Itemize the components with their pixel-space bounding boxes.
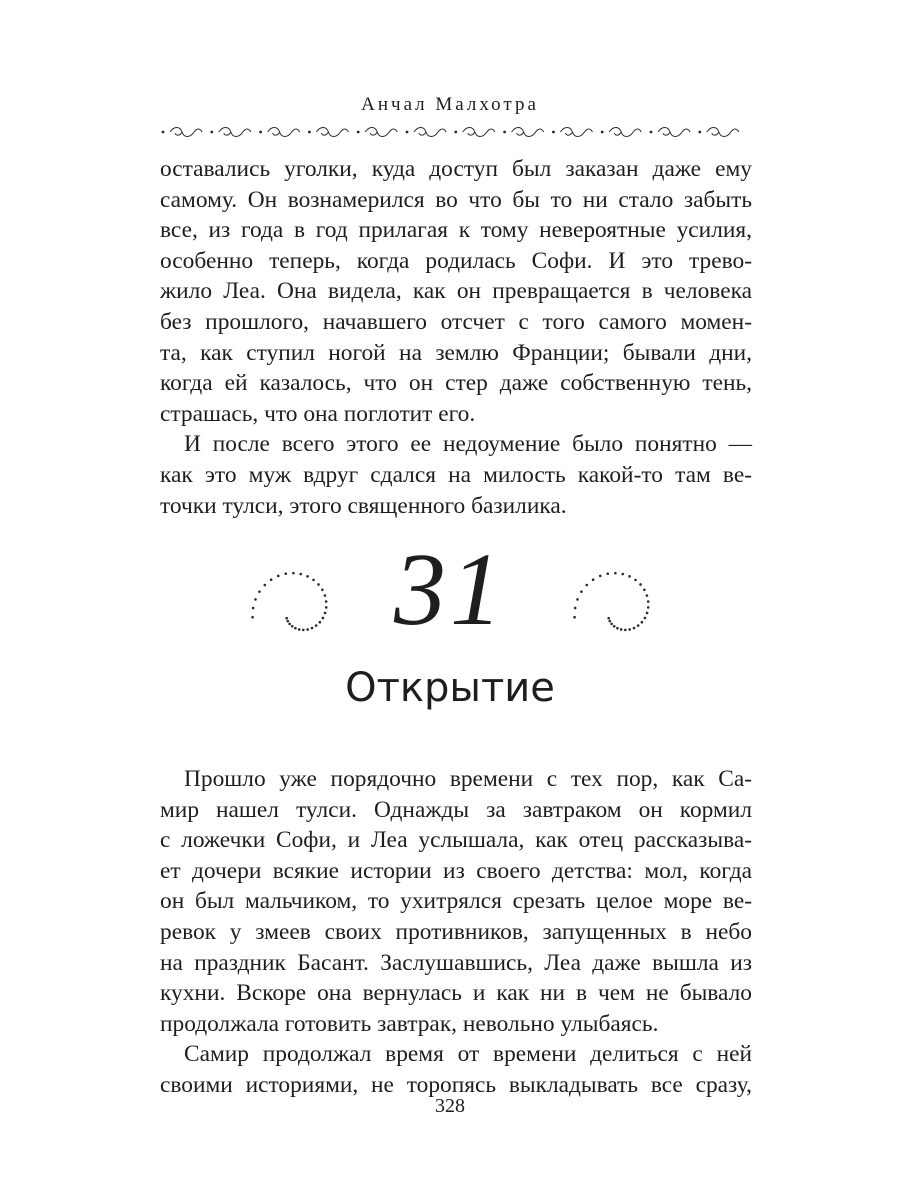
text-line: все, из года в год прилагая к тому невероятные усилия, [160, 217, 752, 244]
text-line: мир нашел тулси. Однажды за завтраком он кормил [160, 796, 752, 823]
text-line: ет дочери всякие истории из своего детства: мол, когда [160, 857, 752, 884]
text-line: точки тулси, этого священного базилика. [160, 492, 567, 519]
text-line: И после всего этого ее недоумение было понятно — [184, 431, 752, 458]
text-line: на праздник Басант. Заслушавшись, Леа даже вышла из [160, 949, 752, 976]
text-line: самому. Он вознамерился во что бы то ни стало забыть [160, 186, 752, 213]
text-line: Самир продолжал время от времени делиться с ней [184, 1041, 752, 1068]
text-line: с ложечки Софи, и Леа услышала, как отец рассказыва- [160, 827, 752, 854]
ornament-rule [160, 124, 746, 140]
chapter-number: 31 [394, 532, 506, 647]
text-line: своими историями, не торопясь выкладывать все сразу, [160, 1071, 752, 1098]
text-line: продолжала готовить завтрак, невольно улыбаясь. [160, 1010, 659, 1037]
text-line: ревок у змеев своих противников, запущенных в небо [160, 918, 752, 945]
text-line: когда ей казалось, что он стер даже собственную тень, [160, 370, 752, 397]
text-line: жило Леа. Она видела, как он превращается в человека [160, 278, 752, 305]
body-text-top [160, 154, 752, 521]
text-line: особенно теперь, когда родилась Софи. И это трево- [160, 247, 752, 274]
running-head-author: Анчал Малхотра [361, 94, 539, 115]
right-swirl-ornament [560, 548, 670, 658]
text-line: Прошло уже порядочно времени с тех пор, как Са- [184, 766, 752, 792]
body-text-bottom [160, 764, 752, 1101]
text-line: он был мальчиком, то ухитрялся срезать целое море ве- [160, 888, 752, 915]
chapter-title: Открытие [345, 665, 555, 711]
text-line: оставались уголки, куда доступ был заказан даже ему [160, 156, 752, 182]
text-line: как это муж вдруг сдался на милость какой-то там ве- [160, 461, 752, 488]
text-line: кухни. Вскоре она вернулась и как ни в чем не бывало [160, 980, 752, 1007]
text-line: страшась, что она поглотит его. [160, 400, 476, 427]
page-number: 328 [435, 1095, 465, 1117]
text-line: та, как ступил ногой на землю Франции; бывали дни, [160, 339, 752, 366]
text-line: без прошлого, начавшего отсчет с того самого момен- [160, 308, 752, 335]
